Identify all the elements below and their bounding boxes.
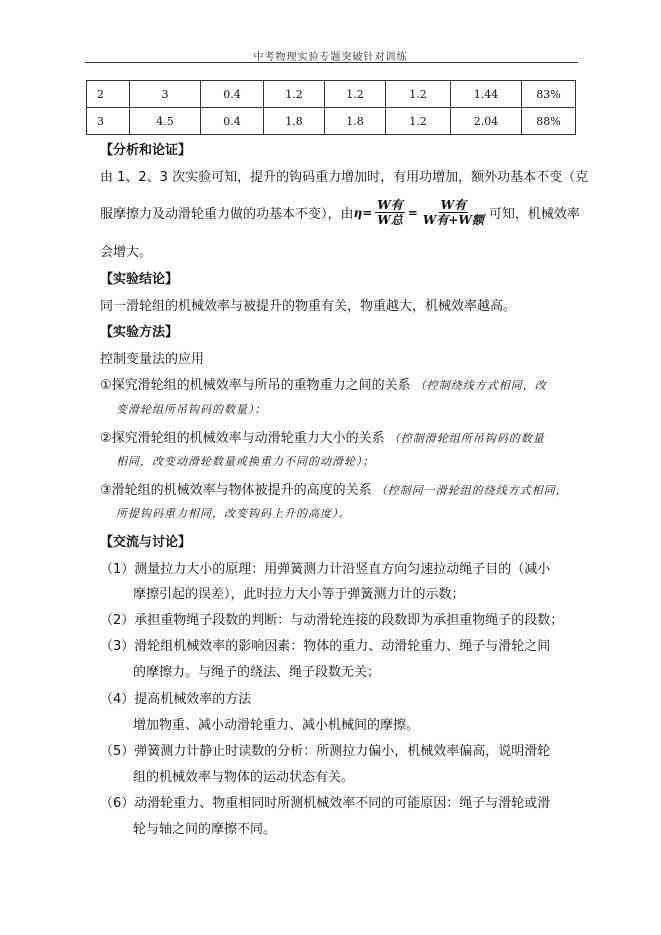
table-cell: 3: [87, 108, 130, 135]
method-item-1: [100, 374, 547, 393]
method-item-2-note: （控制滑轮组所吊钩码的数量: [388, 432, 545, 445]
discussion-item-4: （4）提高机械效率的方法: [100, 692, 252, 707]
analysis-heading: 【分析和论证】: [100, 143, 192, 158]
method-item-1-note: （控制绕线方式相同，改: [414, 379, 547, 392]
method-item-3: [100, 479, 568, 498]
discussion-item-5: （5）弹簧测力计静止时读数的分析：所测拉力偏小，机械效率偏高，说明滑轮: [100, 744, 551, 759]
formula-denominator-2: W有+W额: [422, 213, 484, 227]
analysis-line-2: [100, 198, 580, 227]
discussion-item-2: （2）承担重物绳子段数的判断：与动滑轮连接的段数即为承担重物绳子的段数；: [100, 613, 564, 628]
results-table: [86, 80, 576, 135]
table-cell: 1.8: [325, 108, 386, 135]
table-cell: 1.2: [325, 81, 386, 108]
table-cell: 1.2: [386, 81, 451, 108]
table-cell: 1.2: [264, 81, 325, 108]
method-item-3-text: ③滑轮组的机械效率与物体被提升的高度的关系: [100, 483, 372, 498]
method-item-1-note-cont: 变滑轮组所吊钩码的数量）；: [116, 403, 267, 416]
formula-equals: =: [407, 205, 418, 220]
method-item-1-text: ①探究滑轮组的机械效率与所吊的重物重力之间的关系: [100, 378, 411, 393]
method-heading: 【实验方法】: [100, 325, 179, 340]
formula-numerator-2: W有: [440, 198, 467, 212]
table-cell: 3: [130, 81, 201, 108]
discussion-item-6-cont: 轮与轴之间的摩擦不同。: [133, 822, 277, 837]
discussion-item-4-cont: 增加物重、减小动滑轮重力、减小机械间的摩擦。: [133, 718, 420, 733]
formula-fraction-1: [375, 198, 404, 227]
discussion-item-5-cont: 组的机械效率与物体的运动状态有关。: [133, 770, 355, 785]
table-cell: 0.4: [201, 81, 264, 108]
discussion-item-1-cont: 摩擦引起的误差），此时拉力大小等于弹簧测力计的示数；: [133, 587, 465, 602]
table-cell: 1.2: [386, 108, 451, 135]
formula-eta: η=: [353, 205, 373, 220]
table-cell: 2: [87, 81, 130, 108]
analysis-line-3: 会增大。: [100, 245, 153, 260]
method-item-2-text: ②探究滑轮组的机械效率与动滑轮重力大小的关系: [100, 431, 385, 446]
table-cell: 1.8: [264, 108, 325, 135]
discussion-item-3: （3）滑轮组机械效率的影响因素：物体的重力、动滑轮重力、绳子与滑轮之间: [100, 639, 551, 654]
discussion-item-1: （1）测量拉力大小的原理：用弹簧测力计沿竖直方向匀速拉动绳子目的（减小: [100, 562, 551, 577]
table-cell: 0.4: [201, 108, 264, 135]
efficiency-formula: [354, 198, 489, 227]
formula-fraction-2: [421, 198, 486, 227]
analysis-line-1: 由 1、2、3 次实验可知，提升的钩码重力增加时，有用功增加，额外功基本不变（克: [100, 170, 589, 185]
table-cell: 2.04: [451, 108, 522, 135]
table-row: [87, 108, 576, 135]
table-cell: 83%: [522, 81, 576, 108]
table-cell: 4.5: [130, 108, 201, 135]
discussion-item-3-cont: 的摩擦力。与绳子的绕法、绳子段数无关；: [133, 665, 381, 680]
page-header-title: 中考物理实验专题突破针对训练: [253, 52, 408, 63]
table-cell: 88%: [522, 108, 576, 135]
method-intro: 控制变量法的应用: [100, 352, 205, 367]
table-row: [87, 81, 576, 108]
method-item-3-note: （控制同一滑轮组的绕线方式相同，: [375, 484, 568, 497]
discussion-item-6: （6）动滑轮重力、物重相同时所测机械效率不同的可能原因：绳子与滑轮或滑: [100, 796, 551, 811]
conclusion-text: 同一滑轮组的机械效率与被提升的物重有关，物重越大，机械效率越高。: [100, 299, 517, 314]
analysis-line-2-text: 服摩擦力及动滑轮重力做的功基本不变），由: [100, 207, 354, 222]
method-item-2: [100, 427, 545, 446]
discussion-heading: 【交流与讨论】: [100, 535, 192, 550]
method-item-2-note-cont: 相同，改变动滑轮数量或换重力不同的动滑轮）；: [116, 455, 375, 468]
analysis-line-2-tail: 可知，机械效率: [488, 207, 580, 222]
formula-denominator-1: W总: [377, 213, 403, 227]
conclusion-heading: 【实验结论】: [100, 272, 179, 287]
method-item-3-note-cont: 所提钩码重力相同，改变钩码上升的高度）。: [116, 507, 351, 520]
formula-numerator-1: W有: [377, 198, 403, 212]
table-cell: 1.44: [451, 81, 522, 108]
header-divider: [85, 62, 578, 63]
